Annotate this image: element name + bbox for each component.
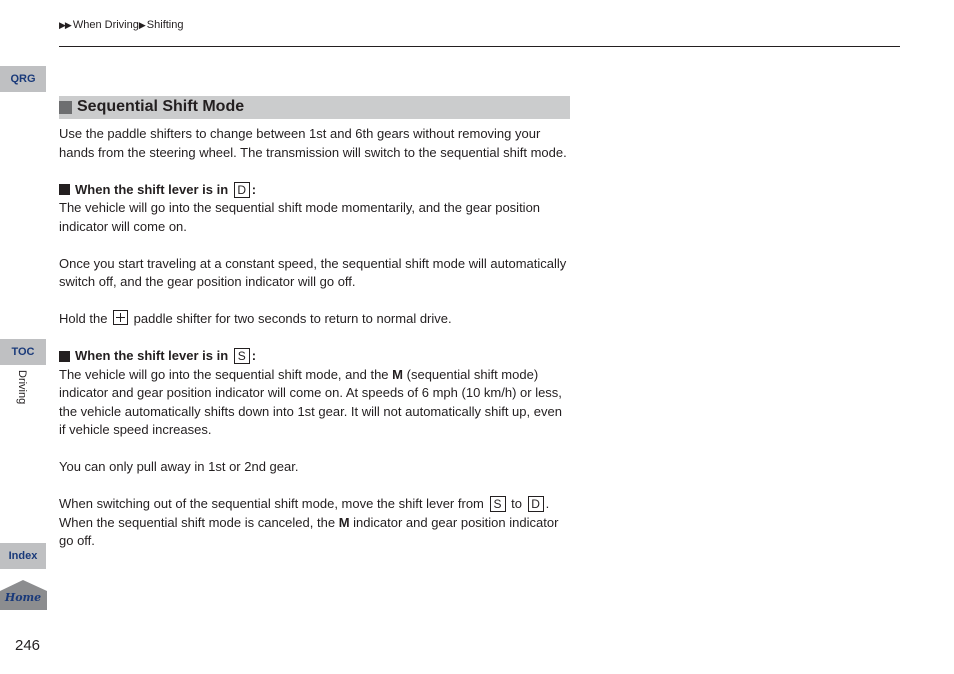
m-indicator-bold-2: M bbox=[338, 514, 350, 530]
home-icon bbox=[0, 580, 47, 610]
s-para3-c: . When the sequential shift mode is canceled, the bbox=[59, 496, 550, 530]
s-paragraph-2: You can only pull away in 1st or 2nd gear. bbox=[59, 459, 299, 474]
subheading-d-text: When the shift lever is in bbox=[75, 181, 229, 197]
s-para1-post: (sequential shift mode) indicator and gear position indicator will come on. At speeds of 6 mph (10 km/h) or less, the vehicle automatically shifts down into 1st gear. It will not automatically shift up, even if vehicle speed increases. bbox=[59, 366, 562, 437]
d-key-symbol: D bbox=[234, 182, 250, 198]
s-paragraph-3 bbox=[59, 495, 570, 551]
breadcrumb-shifting[interactable]: Shifting bbox=[146, 19, 184, 31]
main-content bbox=[59, 96, 570, 569]
section-square-icon bbox=[59, 101, 72, 114]
home-button[interactable] bbox=[0, 580, 47, 610]
bullet-square-icon bbox=[59, 351, 70, 362]
section-title: Sequential Shift Mode bbox=[77, 98, 245, 116]
page-number: 246 bbox=[15, 637, 41, 654]
breadcrumb-separator: ▶ bbox=[138, 20, 145, 30]
breadcrumb-arrows: ▶▶ bbox=[59, 20, 71, 30]
s-key-inline: S bbox=[490, 496, 506, 512]
d-key-inline: D bbox=[528, 496, 544, 512]
toc-tab[interactable]: TOC bbox=[0, 339, 46, 365]
plus-paddle-icon bbox=[113, 310, 128, 325]
s-para3-d: indicator and gear position indicator go off. bbox=[59, 514, 559, 548]
d-para3-pre: Hold the bbox=[59, 311, 108, 326]
d-paragraph-3 bbox=[59, 310, 570, 329]
subheading-d: When the shift lever is in D : bbox=[59, 181, 570, 200]
s-key-symbol: S bbox=[234, 348, 250, 364]
chapter-label: Driving bbox=[16, 370, 28, 405]
section-heading bbox=[59, 96, 570, 119]
m-indicator-bold: M bbox=[392, 366, 404, 382]
subheading-s: When the shift lever is in S : bbox=[59, 347, 570, 366]
home-label: Home bbox=[4, 591, 42, 604]
breadcrumb bbox=[59, 19, 184, 31]
intro-paragraph: Use the paddle shifters to change between 1st and 6th gears without removing your hands from the steering wheel. The transmission will switch to the sequential shift mode. bbox=[59, 126, 567, 160]
breadcrumb-when-driving[interactable]: When Driving bbox=[72, 19, 139, 31]
s-para3-a: When switching out of the sequential shift mode, move the shift lever from bbox=[59, 496, 484, 511]
index-tab[interactable]: Index bbox=[0, 543, 46, 569]
bullet-square-icon bbox=[59, 184, 70, 195]
s-para1-pre: The vehicle will go into the sequential shift mode, and the bbox=[59, 366, 389, 382]
subheading-s-text: When the shift lever is in bbox=[75, 348, 229, 363]
d-paragraph-1: The vehicle will go into the sequential shift mode momentarily, and the gear position indicator will come on. bbox=[59, 200, 541, 234]
d-para3-post: paddle shifter for two seconds to return to normal drive. bbox=[133, 311, 452, 326]
qrg-tab[interactable]: QRG bbox=[0, 66, 46, 92]
s-paragraph-1 bbox=[59, 366, 570, 440]
s-para3-b: to bbox=[511, 496, 522, 511]
header-divider bbox=[59, 46, 900, 47]
d-paragraph-2: Once you start traveling at a constant speed, the sequential shift mode will automatically switch off, and the gear position indicator will go off. bbox=[59, 255, 567, 289]
